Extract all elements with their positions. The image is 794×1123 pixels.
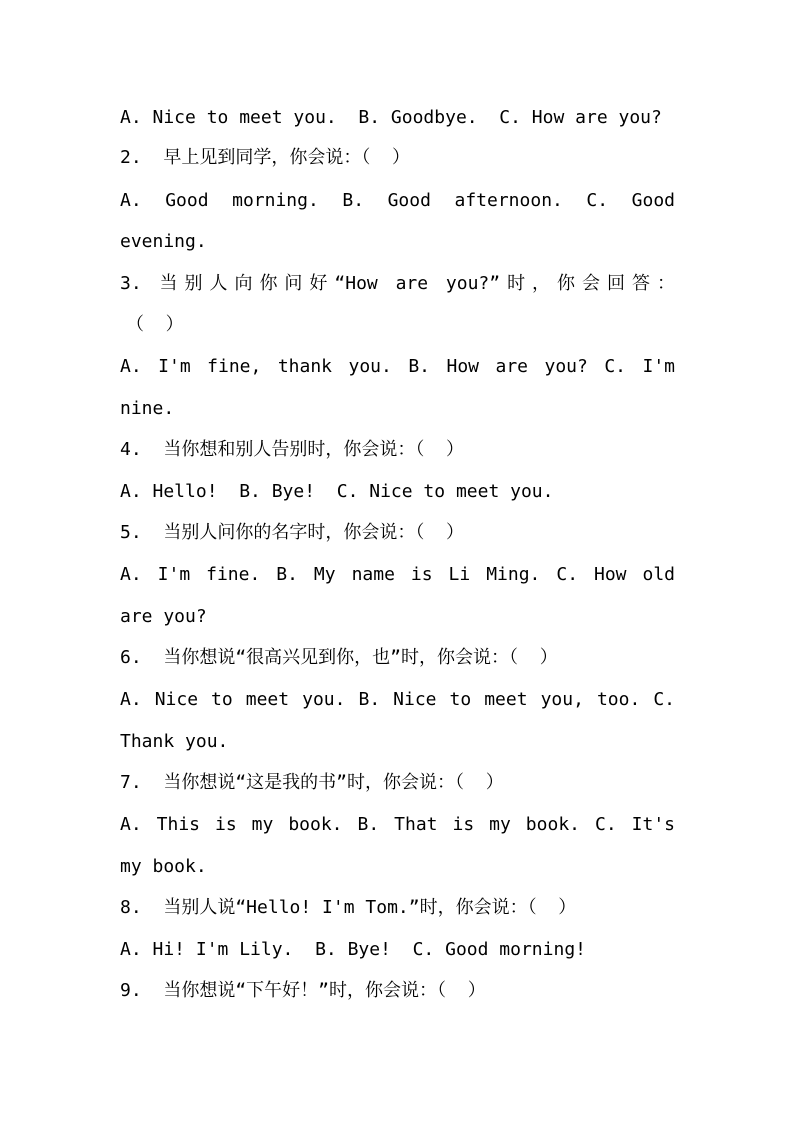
q7-options-continued: my book. bbox=[120, 856, 207, 877]
q6-options: A. Nice to meet you. B. Nice to meet you, too. C. bbox=[120, 689, 675, 710]
q7-options: A. This is my book. B. That is my book. C. It's bbox=[120, 814, 675, 835]
q6-options-continued: Thank you. bbox=[120, 731, 229, 752]
q2-options-continued: evening. bbox=[120, 231, 207, 252]
q5-question: 5. 当别人问你的名字时，你会说：（ ） bbox=[120, 522, 465, 543]
q9-question: 9. 当你想说“下午好！”时，你会说：（ ） bbox=[120, 980, 486, 1001]
q5-options-continued: are you? bbox=[120, 606, 207, 627]
q2-options: A. Good morning. B. Good afternoon. C. Good bbox=[120, 190, 675, 211]
q5-options: A. I'm fine. B. My name is Li Ming. C. How old bbox=[120, 564, 675, 585]
q7-question: 7. 当你想说“这是我的书”时，你会说：（ ） bbox=[120, 772, 504, 793]
q2-question: 2. 早上见到同学，你会说：（ ） bbox=[120, 147, 411, 168]
q3-question: 3. 当别人向你问好“How are you?”时，你会回答： bbox=[120, 273, 675, 294]
q3-options: A. I'm fine, thank you. B. How are you? C. I'm bbox=[120, 356, 675, 377]
q3-question-continued: （ ） bbox=[126, 314, 184, 335]
q8-question: 8. 当别人说“Hello! I'm Tom.”时，你会说：（ ） bbox=[120, 897, 577, 918]
q1-options: A. Nice to meet you. B. Goodbye. C. How are you? bbox=[120, 107, 662, 128]
q8-options: A. Hi! I'm Lily. B. Bye! C. Good morning! bbox=[120, 939, 586, 960]
q6-question: 6. 当你想说“很高兴见到你，也”时，你会说：（ ） bbox=[120, 647, 558, 668]
q4-options: A. Hello! B. Bye! C. Nice to meet you. bbox=[120, 481, 554, 502]
q4-question: 4. 当你想和别人告别时，你会说：（ ） bbox=[120, 439, 465, 460]
q3-options-continued: nine. bbox=[120, 398, 175, 419]
